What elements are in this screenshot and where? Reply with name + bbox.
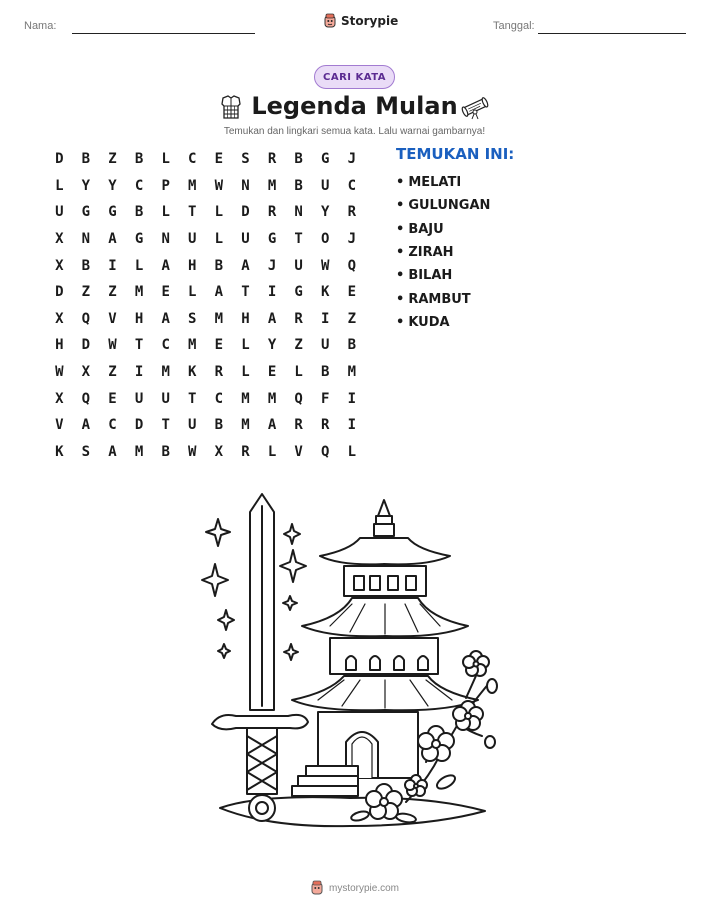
grid-cell: A — [267, 417, 277, 434]
word-list-label: RAMBUT — [408, 291, 471, 307]
grid-cell: E — [214, 151, 224, 168]
grid-row — [46, 252, 365, 279]
grid-cell: M — [161, 364, 170, 381]
grid-cell: U — [161, 390, 170, 407]
word-list-label: GULUNGAN — [408, 198, 491, 214]
grid-cell: L — [134, 257, 144, 274]
grid-cell: K — [188, 364, 197, 381]
grid-cell: C — [347, 177, 357, 194]
grid-cell: B — [134, 151, 144, 168]
date-line — [538, 33, 686, 34]
word-list-item — [396, 287, 490, 310]
grid-cell: C — [108, 417, 117, 434]
grid-cell: U — [321, 177, 330, 194]
grid-cell: G — [294, 284, 303, 301]
grid-cell: Z — [347, 310, 357, 327]
grid-cell: I — [267, 284, 277, 301]
grid-cell: L — [214, 204, 224, 221]
grid-cell: G — [81, 204, 91, 221]
grid-cell: R — [241, 443, 250, 460]
word-list-item — [396, 171, 490, 194]
grid-cell: U — [188, 231, 197, 248]
grid-cell: R — [321, 417, 330, 434]
grid-cell: D — [55, 284, 64, 301]
word-list-label: BILAH — [408, 268, 453, 284]
grid-cell: O — [321, 231, 330, 248]
instructions: Temukan dan lingkari semua kata. Lalu warnai gambarnya! — [223, 126, 486, 137]
grid-cell: T — [161, 417, 170, 434]
word-list-label: MELATI — [408, 175, 462, 191]
date-label: Tanggal: — [493, 20, 535, 32]
footer — [0, 880, 709, 896]
grid-cell: A — [81, 417, 91, 434]
grid-cell: L — [161, 204, 170, 221]
grid-cell: B — [214, 257, 224, 274]
scroll-icon — [460, 92, 490, 122]
grid-cell: K — [55, 443, 64, 460]
page-title: Legenda Mulan — [251, 92, 458, 120]
grid-cell: R — [347, 204, 357, 221]
grid-cell: M — [347, 364, 357, 381]
grid-cell: C — [161, 337, 170, 354]
grid-cell: E — [108, 390, 117, 407]
grid-cell: X — [55, 231, 64, 248]
grid-cell: B — [294, 151, 303, 168]
grid-cell: R — [267, 204, 277, 221]
grid-cell: W — [55, 364, 64, 381]
grid-cell: X — [214, 443, 224, 460]
grid-cell: V — [55, 417, 64, 434]
grid-cell: H — [134, 310, 144, 327]
grid-cell: Q — [347, 257, 357, 274]
grid-cell: A — [108, 231, 117, 248]
grid-cell: T — [241, 284, 250, 301]
word-list-title: TEMUKAN INI: — [396, 145, 515, 163]
brand-name: Storypie — [341, 14, 399, 28]
grid-cell: E — [347, 284, 357, 301]
grid-row — [46, 439, 365, 466]
grid-cell: E — [267, 364, 277, 381]
sword-pagoda-blossom-illustration — [200, 486, 510, 846]
grid-cell: G — [134, 231, 144, 248]
grid-cell: M — [241, 417, 250, 434]
grid-cell: I — [108, 257, 117, 274]
grid-cell: G — [108, 204, 117, 221]
grid-cell: A — [241, 257, 250, 274]
grid-cell: Z — [81, 284, 91, 301]
word-list-item — [396, 194, 490, 217]
grid-cell: N — [294, 204, 303, 221]
grid-cell: L — [241, 337, 250, 354]
grid-cell: M — [267, 177, 277, 194]
grid-cell: P — [161, 177, 170, 194]
word-list — [396, 171, 490, 334]
grid-cell: T — [294, 231, 303, 248]
bullet: • — [396, 221, 405, 237]
grid-cell: Y — [108, 177, 117, 194]
grid-cell: T — [188, 204, 197, 221]
grid-row — [46, 359, 365, 386]
grid-cell: H — [55, 337, 64, 354]
grid-cell: U — [294, 257, 303, 274]
grid-cell: H — [188, 257, 197, 274]
grid-cell: C — [214, 390, 224, 407]
bullet: • — [396, 291, 405, 307]
word-list-item — [396, 218, 490, 241]
grid-cell: A — [267, 310, 277, 327]
grid-cell: Z — [294, 337, 303, 354]
grid-cell: Z — [108, 364, 117, 381]
name-label: Nama: — [24, 20, 57, 32]
grid-cell: M — [134, 443, 144, 460]
grid-cell: U — [188, 417, 197, 434]
grid-row — [46, 279, 365, 306]
grid-cell: W — [108, 337, 117, 354]
grid-cell: S — [81, 443, 91, 460]
grid-cell: U — [55, 204, 64, 221]
grid-cell: M — [188, 337, 197, 354]
grid-cell: K — [321, 284, 330, 301]
grid-cell: W — [188, 443, 197, 460]
grid-cell: J — [347, 151, 357, 168]
grid-cell: B — [81, 257, 91, 274]
grid-cell: B — [321, 364, 330, 381]
grid-cell: A — [161, 257, 170, 274]
bullet: • — [396, 268, 405, 284]
grid-cell: L — [188, 284, 197, 301]
grid-cell: W — [214, 177, 224, 194]
grid-cell: T — [188, 390, 197, 407]
grid-cell: L — [161, 151, 170, 168]
grid-cell: B — [294, 177, 303, 194]
grid-cell: R — [294, 310, 303, 327]
grid-cell: C — [188, 151, 197, 168]
word-list-item — [396, 311, 490, 334]
grid-row — [46, 412, 365, 439]
grid-cell: S — [188, 310, 197, 327]
word-search-grid — [46, 146, 365, 465]
grid-cell: E — [161, 284, 170, 301]
grid-cell: X — [81, 364, 91, 381]
grid-cell: E — [214, 337, 224, 354]
grid-cell: L — [267, 443, 277, 460]
grid-cell: F — [321, 390, 330, 407]
grid-cell: H — [241, 310, 250, 327]
bullet: • — [396, 175, 405, 191]
grid-cell: X — [55, 390, 64, 407]
grid-cell: Q — [81, 390, 91, 407]
grid-cell: D — [134, 417, 144, 434]
bullet: • — [396, 245, 405, 261]
grid-cell: Y — [267, 337, 277, 354]
grid-row — [46, 306, 365, 333]
grid-cell: D — [81, 337, 91, 354]
grid-cell: M — [188, 177, 197, 194]
grid-cell: Q — [321, 443, 330, 460]
grid-cell: J — [347, 231, 357, 248]
grid-cell: L — [241, 364, 250, 381]
grid-cell: G — [321, 151, 330, 168]
grid-cell: C — [134, 177, 144, 194]
grid-cell: U — [134, 390, 144, 407]
grid-cell: Q — [81, 310, 91, 327]
grid-cell: M — [134, 284, 144, 301]
grid-cell: Y — [81, 177, 91, 194]
grid-cell: T — [134, 337, 144, 354]
grid-cell: L — [55, 177, 64, 194]
grid-cell: R — [214, 364, 224, 381]
grid-cell: R — [267, 151, 277, 168]
grid-cell: N — [81, 231, 91, 248]
grid-cell: A — [161, 310, 170, 327]
grid-cell: I — [321, 310, 330, 327]
grid-row — [46, 385, 365, 412]
brand — [323, 13, 398, 29]
category-badge: CARI KATA — [314, 65, 395, 89]
word-list-item — [396, 264, 490, 287]
word-list-item — [396, 241, 490, 264]
grid-cell: L — [214, 231, 224, 248]
grid-cell: X — [55, 310, 64, 327]
grid-cell: Z — [108, 151, 117, 168]
grid-cell: U — [321, 337, 330, 354]
grid-cell: I — [134, 364, 144, 381]
bullet: • — [396, 314, 405, 330]
word-list-label: KUDA — [408, 314, 450, 330]
grid-cell: I — [347, 417, 357, 434]
storypie-mascot-icon — [323, 13, 337, 29]
grid-cell: Y — [321, 204, 330, 221]
grid-cell: M — [267, 390, 277, 407]
grid-cell: U — [241, 231, 250, 248]
grid-cell: B — [214, 417, 224, 434]
grid-cell: R — [294, 417, 303, 434]
word-list-label: ZIRAH — [408, 245, 454, 261]
grid-cell: X — [55, 257, 64, 274]
grid-cell: V — [108, 310, 117, 327]
grid-row — [46, 173, 365, 200]
grid-cell: N — [241, 177, 250, 194]
grid-cell: J — [267, 257, 277, 274]
word-list-label: BAJU — [408, 221, 444, 237]
footer-url: mystorypie.com — [328, 882, 399, 894]
grid-cell: V — [294, 443, 303, 460]
grid-cell: B — [81, 151, 91, 168]
grid-row — [46, 332, 365, 359]
grid-row — [46, 199, 365, 226]
grid-cell: B — [134, 204, 144, 221]
grid-cell: Q — [294, 390, 303, 407]
grid-cell: G — [267, 231, 277, 248]
grid-cell: Z — [108, 284, 117, 301]
grid-cell: L — [294, 364, 303, 381]
storypie-mascot-icon — [310, 880, 324, 896]
grid-cell: M — [214, 310, 224, 327]
grid-cell: B — [347, 337, 357, 354]
name-line — [72, 33, 255, 34]
grid-cell: M — [241, 390, 250, 407]
grid-cell: A — [214, 284, 224, 301]
bullet: • — [396, 198, 405, 214]
grid-cell: L — [347, 443, 357, 460]
grid-cell: N — [161, 231, 170, 248]
grid-row — [46, 226, 365, 253]
grid-cell: W — [321, 257, 330, 274]
grid-cell: D — [241, 204, 250, 221]
grid-cell: B — [161, 443, 170, 460]
grid-cell: A — [108, 443, 117, 460]
grid-cell: S — [241, 151, 250, 168]
grid-row — [46, 146, 365, 173]
grid-cell: I — [347, 390, 357, 407]
grid-cell: D — [55, 151, 64, 168]
